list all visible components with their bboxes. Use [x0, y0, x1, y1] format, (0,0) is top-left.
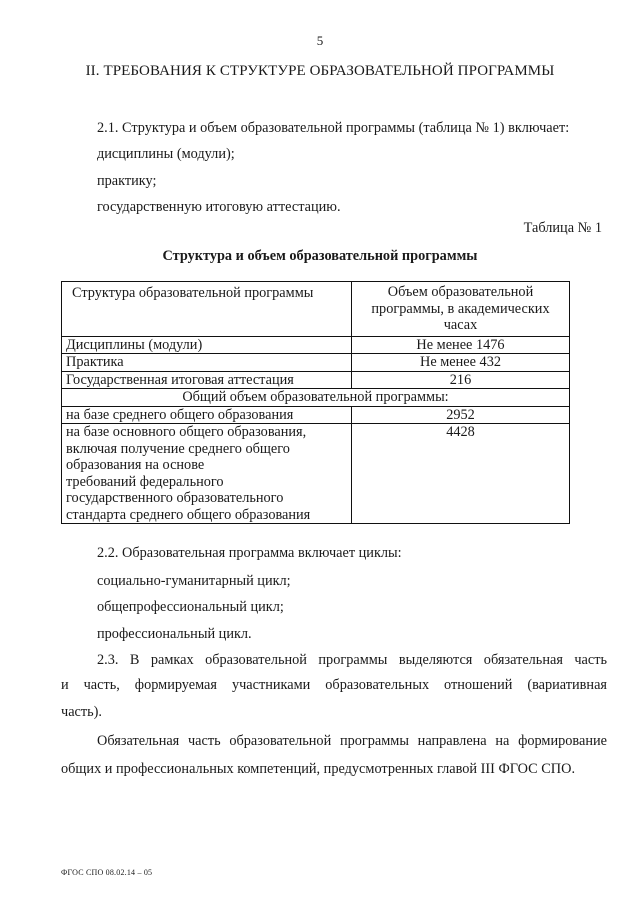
row-label-line: на базе основного общего образования,	[66, 424, 307, 440]
row-value: 4428	[352, 424, 570, 524]
header-structure: Структура образовательной программы	[62, 282, 352, 337]
row-label-line: требований федерального	[66, 473, 224, 490]
section-2-3-line: часть).	[61, 704, 102, 720]
row-label: Практика	[62, 354, 352, 372]
header-volume-line: программы, в академических	[371, 300, 550, 317]
section-heading: II. ТРЕБОВАНИЯ К СТРУКТУРЕ ОБРАЗОВАТЕЛЬНОЙ ПРОГРАММЫ	[85, 63, 555, 79]
list-item: профессиональный цикл.	[97, 626, 252, 642]
row-value: Не менее 432	[352, 354, 570, 372]
table-title: Структура и объем образовательной программы	[162, 248, 478, 264]
row-label: на базе среднего общего образования	[62, 406, 352, 424]
table-row	[62, 406, 570, 424]
table-label: Таблица № 1	[523, 220, 602, 236]
table-row	[62, 424, 570, 524]
header-volume	[352, 282, 570, 337]
total-volume-label: Общий объем образовательной программы:	[62, 389, 570, 407]
structure-table	[61, 281, 570, 524]
mandatory-part-line: общих и профессиональных компетенций, предусмотренных главой III ФГОС СПО.	[61, 761, 576, 777]
mandatory-part-line: Обязательная часть образовательной программы направлена на формирование	[97, 733, 607, 749]
row-value: 2952	[352, 406, 570, 424]
row-label-line: включая получение среднего общего	[66, 440, 290, 457]
row-label-line: стандарта среднего общего образования	[66, 506, 311, 523]
header-volume-line: часах	[443, 317, 478, 333]
footer-document-code: ФГОС СПО 08.02.14 – 05	[61, 868, 153, 877]
row-label-line: образования на основе	[66, 457, 205, 473]
list-item: практику;	[97, 173, 157, 189]
table-header-row	[62, 282, 570, 337]
section-2-3-line: 2.3. В рамках образовательной программы выделяются обязательная часть	[97, 652, 607, 668]
list-item: государственную итоговую аттестацию.	[97, 199, 341, 215]
row-label	[62, 424, 352, 524]
section-2-2-intro: 2.2. Образовательная программа включает циклы:	[97, 545, 402, 561]
table-row	[62, 371, 570, 389]
page-number: 5	[316, 33, 324, 48]
list-item: общепрофессиональный цикл;	[97, 599, 284, 615]
row-label: Дисциплины (модули)	[62, 336, 352, 354]
row-label-line: государственного образовательного	[66, 490, 284, 506]
section-2-1-intro: 2.1. Структура и объем образовательной программы (таблица № 1) включает:	[97, 120, 570, 136]
table-row	[62, 336, 570, 354]
row-value: 216	[352, 371, 570, 389]
list-item: дисциплины (модули);	[97, 146, 235, 162]
section-2-3-line: и часть, формируемая участниками образовательных отношений (вариативная	[61, 677, 607, 693]
row-value: Не менее 1476	[352, 336, 570, 354]
table-span-row	[62, 389, 570, 407]
row-label: Государственная итоговая аттестация	[62, 371, 352, 389]
list-item: социально-гуманитарный цикл;	[97, 573, 291, 589]
header-volume-line: Объем образовательной	[387, 284, 534, 300]
table-row	[62, 354, 570, 372]
